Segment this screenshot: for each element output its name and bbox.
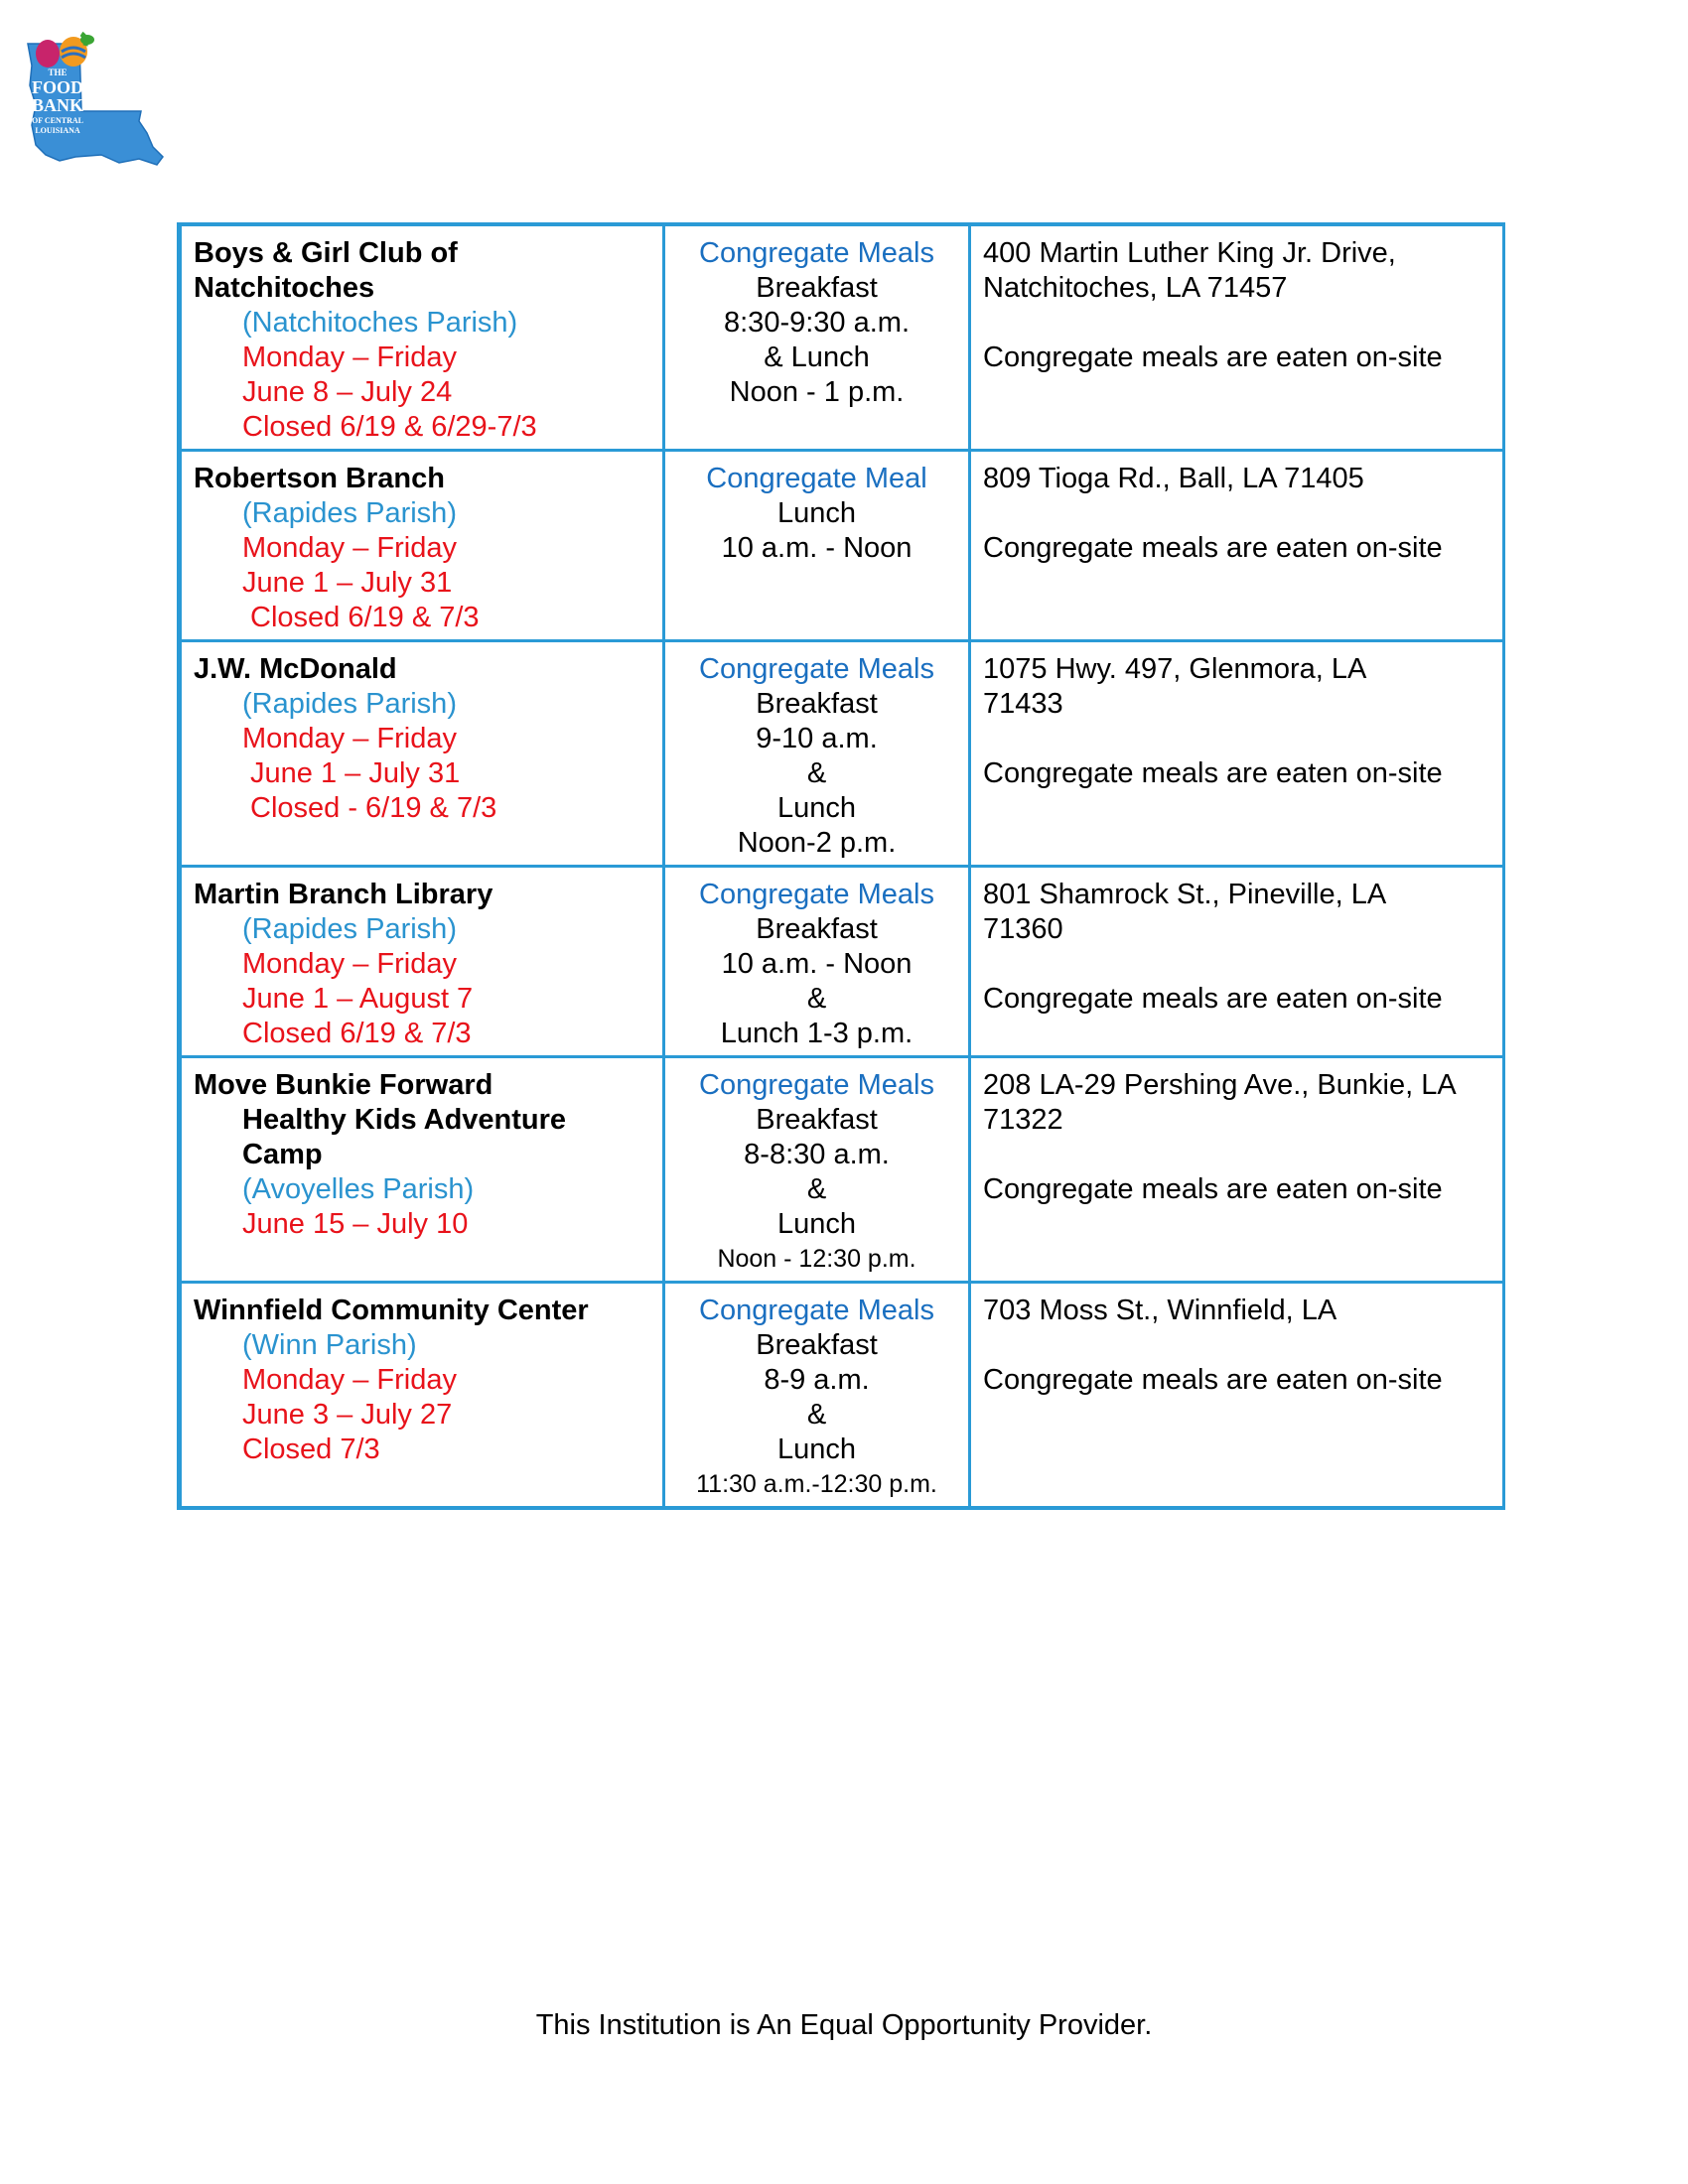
closed-dates: Closed 6/19 & 6/29-7/3 — [242, 411, 537, 443]
date-range: June 1 – July 31 — [250, 757, 461, 789]
site-name: Move Bunkie Forward — [194, 1069, 493, 1101]
service-cell — [664, 1057, 970, 1283]
service-cell — [664, 641, 970, 867]
address-cell — [970, 1057, 1504, 1283]
parish-label: (Rapides Parish) — [242, 497, 457, 529]
date-range: June 1 – August 7 — [242, 983, 474, 1015]
parish-label: (Rapides Parish) — [242, 913, 457, 945]
date-range: June 8 – July 24 — [242, 376, 453, 408]
meal-site-schedule-table — [177, 222, 1505, 1510]
site-name: Robertson Branch — [194, 463, 445, 494]
service-cell — [664, 224, 970, 451]
onsite-note: Congregate meals are eaten on-site — [983, 341, 1443, 373]
table-row — [180, 641, 1504, 867]
site-name: Winnfield Community Center — [194, 1295, 589, 1326]
address-line: 400 Martin Luther King Jr. Drive, — [983, 237, 1396, 269]
closed-dates: Closed 6/19 & 7/3 — [242, 1018, 472, 1049]
service-line: & — [806, 1399, 827, 1431]
address-cell — [970, 451, 1504, 641]
address-line: 809 Tioga Rd., Ball, LA 71405 — [983, 463, 1364, 494]
logo-text-the: THE — [48, 68, 68, 77]
table-row — [180, 224, 1504, 451]
closed-dates: Closed - 6/19 & 7/3 — [250, 792, 497, 824]
service-line: Breakfast — [756, 272, 878, 304]
site-cell — [180, 451, 664, 641]
service-line: & — [806, 757, 827, 789]
site-name: Boys & Girl Club of — [194, 237, 458, 269]
site-cell — [180, 641, 664, 867]
days-label: Monday – Friday — [242, 1364, 457, 1396]
service-line: 8-8:30 a.m. — [744, 1139, 890, 1170]
address-line: 71433 — [983, 688, 1063, 720]
site-name: Martin Branch Library — [194, 879, 493, 910]
food-bank-logo — [22, 30, 166, 169]
date-range: June 3 – July 27 — [242, 1399, 453, 1431]
service-line: 11:30 a.m.-12:30 p.m. — [696, 1470, 937, 1498]
days-label: Monday – Friday — [242, 948, 457, 980]
address-line: 801 Shamrock St., Pineville, LA — [983, 879, 1387, 910]
address-cell — [970, 1283, 1504, 1509]
site-cell — [180, 867, 664, 1057]
table-row — [180, 1057, 1504, 1283]
table-row — [180, 867, 1504, 1057]
service-line: & Lunch — [764, 341, 870, 373]
logo-text-louisiana: LOUISIANA — [35, 126, 80, 135]
days-label: Monday – Friday — [242, 532, 457, 564]
service-line: Lunch — [776, 1208, 856, 1240]
onsite-note: Congregate meals are eaten on-site — [983, 532, 1443, 564]
table-row — [180, 451, 1504, 641]
service-cell — [664, 451, 970, 641]
site-name: Natchitoches — [194, 272, 375, 304]
onsite-note: Congregate meals are eaten on-site — [983, 757, 1443, 789]
service-title: Congregate Meals — [699, 653, 934, 685]
address-line: 208 LA-29 Pershing Ave., Bunkie, LA — [983, 1069, 1457, 1101]
days-label: Monday – Friday — [242, 723, 457, 754]
address-line: Natchitoches, LA 71457 — [983, 272, 1288, 304]
logo-text-bank: BANK — [31, 95, 84, 115]
onsite-note: Congregate meals are eaten on-site — [983, 1364, 1443, 1396]
service-line: Noon - 1 p.m. — [729, 376, 905, 408]
service-line: 8-9 a.m. — [764, 1364, 870, 1396]
service-cell — [664, 1283, 970, 1509]
address-cell — [970, 224, 1504, 451]
service-cell — [664, 867, 970, 1057]
parish-label: (Natchitoches Parish) — [242, 307, 518, 339]
logo-text-central: OF CENTRAL — [32, 116, 83, 125]
days-label: Monday – Friday — [242, 341, 457, 373]
site-cell — [180, 1283, 664, 1509]
equal-opportunity-footer: This Institution is An Equal Opportunity Provider. — [535, 2009, 1153, 2041]
site-cell — [180, 224, 664, 451]
parish-label: (Winn Parish) — [242, 1329, 417, 1361]
service-line: Breakfast — [756, 1104, 878, 1136]
closed-dates: Closed 6/19 & 7/3 — [250, 602, 480, 633]
service-line: Lunch — [776, 1433, 856, 1465]
service-line: & — [806, 1173, 827, 1205]
service-title: Congregate Meal — [706, 463, 927, 494]
service-line: Noon-2 p.m. — [737, 827, 897, 859]
closed-dates: Closed 7/3 — [242, 1433, 380, 1465]
address-cell — [970, 641, 1504, 867]
service-line: 10 a.m. - Noon — [721, 532, 913, 564]
parish-label: (Rapides Parish) — [242, 688, 457, 720]
date-range: June 1 – July 31 — [242, 567, 453, 599]
service-line: 8:30-9:30 a.m. — [724, 307, 910, 339]
site-cell — [180, 1057, 664, 1283]
service-line: 10 a.m. - Noon — [721, 948, 913, 980]
service-line: & — [806, 983, 827, 1015]
table-row — [180, 1283, 1504, 1509]
service-title: Congregate Meals — [699, 237, 934, 269]
address-line: 71360 — [983, 913, 1063, 945]
service-title: Congregate Meals — [699, 879, 934, 910]
logo-text-food: FOOD — [32, 77, 83, 97]
site-name-sub: Camp — [242, 1139, 323, 1170]
service-line: 9-10 a.m. — [756, 723, 878, 754]
service-title: Congregate Meals — [699, 1069, 934, 1101]
site-name: J.W. McDonald — [194, 653, 397, 685]
service-line: Lunch — [776, 497, 856, 529]
address-line: 1075 Hwy. 497, Glenmora, LA — [983, 653, 1367, 685]
parish-label: (Avoyelles Parish) — [242, 1173, 475, 1205]
service-line: Breakfast — [756, 913, 878, 945]
service-line: Lunch — [776, 792, 856, 824]
onsite-note: Congregate meals are eaten on-site — [983, 1173, 1443, 1205]
address-line: 71322 — [983, 1104, 1063, 1136]
service-line: Noon - 12:30 p.m. — [717, 1245, 916, 1273]
service-line: Breakfast — [756, 688, 878, 720]
onsite-note: Congregate meals are eaten on-site — [983, 983, 1443, 1015]
service-line: Lunch 1-3 p.m. — [720, 1018, 914, 1049]
address-cell — [970, 867, 1504, 1057]
service-title: Congregate Meals — [699, 1295, 934, 1326]
site-name-sub: Healthy Kids Adventure — [242, 1104, 567, 1136]
address-line: 703 Moss St., Winnfield, LA — [983, 1295, 1337, 1326]
service-line: Breakfast — [756, 1329, 878, 1361]
date-range: June 15 – July 10 — [242, 1208, 469, 1240]
